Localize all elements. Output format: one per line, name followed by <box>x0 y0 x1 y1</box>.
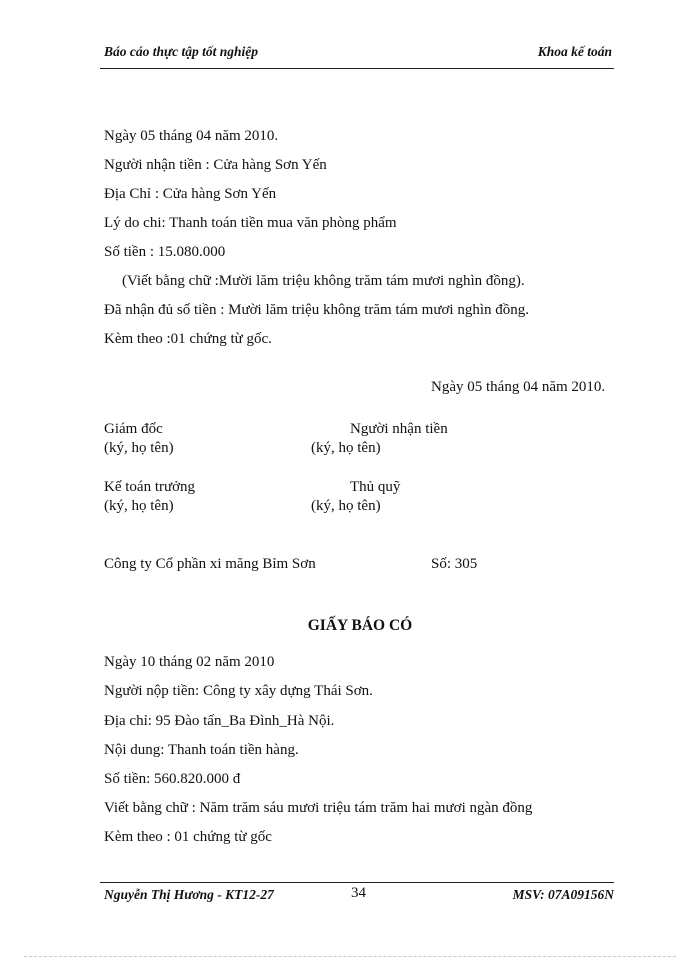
signature-director-note: (ký, họ tên) <box>104 440 174 456</box>
footer-author: Nguyễn Thị Hương - KT12-27 <box>104 887 274 902</box>
signature-chief-accountant-title: Kế toán trưởng <box>104 479 196 495</box>
credit-note-amount: Số tiền: 560.820.000 đ <box>104 771 241 787</box>
page-bottom-border <box>24 956 676 957</box>
credit-note-content: Nội dung: Thanh toán tiền hàng. <box>104 742 299 758</box>
signature-cashier-note: (ký, họ tên) <box>311 498 381 514</box>
receipt-date: Ngày 05 tháng 04 năm 2010. <box>104 128 279 144</box>
receipt-amount: Số tiền : 15.080.000 <box>104 244 226 260</box>
credit-note-payer: Người nộp tiền: Công ty xây dựng Thái Sơn. <box>104 683 373 699</box>
header-report-title: Báo cáo thực tập tốt nghiệp <box>104 44 258 59</box>
credit-note-title: GIẤY BÁO CÓ <box>307 617 413 634</box>
signature-chief-accountant-note: (ký, họ tên) <box>104 498 174 514</box>
credit-note-attached: Kèm theo : 01 chứng từ gốc <box>104 829 272 845</box>
footer-student-id: MSV: 07A09156N <box>512 887 614 902</box>
receipt-received-full: Đã nhận đủ số tiền : Mười lăm triệu không trăm tám mươi nghìn đồng. <box>104 302 529 318</box>
footer-divider <box>100 882 614 883</box>
page-number: 34 <box>351 885 366 901</box>
receipt-receiver: Người nhận tiền : Cửa hàng Sơn Yến <box>104 157 327 173</box>
receipt-reason: Lý do chi: Thanh toán tiền mua văn phòng phẩm <box>104 215 397 231</box>
header-department: Khoa kế toán <box>537 44 612 59</box>
receipt-sign-date: Ngày 05 tháng 04 năm 2010. <box>431 379 606 395</box>
credit-note-date: Ngày 10 tháng 02 năm 2010 <box>104 654 275 670</box>
company-name: Công ty Cổ phần xi măng Bỉm Sơn <box>104 556 316 572</box>
credit-note-address: Địa chỉ: 95 Đào tấn_Ba Đình_Hà Nội. <box>104 713 335 729</box>
receipt-amount-words: (Viết bằng chữ :Mười lăm triệu không trăm tám mươi nghìn đồng). <box>122 273 525 289</box>
header-divider <box>100 68 614 69</box>
signature-receiver-note: (ký, họ tên) <box>311 440 381 456</box>
signature-director-title: Giám đốc <box>104 421 163 437</box>
signature-receiver-title: Người nhận tiền <box>350 421 448 437</box>
receipt-address: Địa Chỉ : Cửa hàng Sơn Yến <box>104 186 277 202</box>
signature-cashier-title: Thủ quỹ <box>350 479 401 495</box>
document-number: Số: 305 <box>431 556 478 572</box>
credit-note-amount-words: Viết bằng chữ : Năm trăm sáu mươi triệu tám trăm hai mươi ngàn đồng <box>104 800 533 816</box>
receipt-attached: Kèm theo :01 chứng từ gốc. <box>104 331 272 347</box>
